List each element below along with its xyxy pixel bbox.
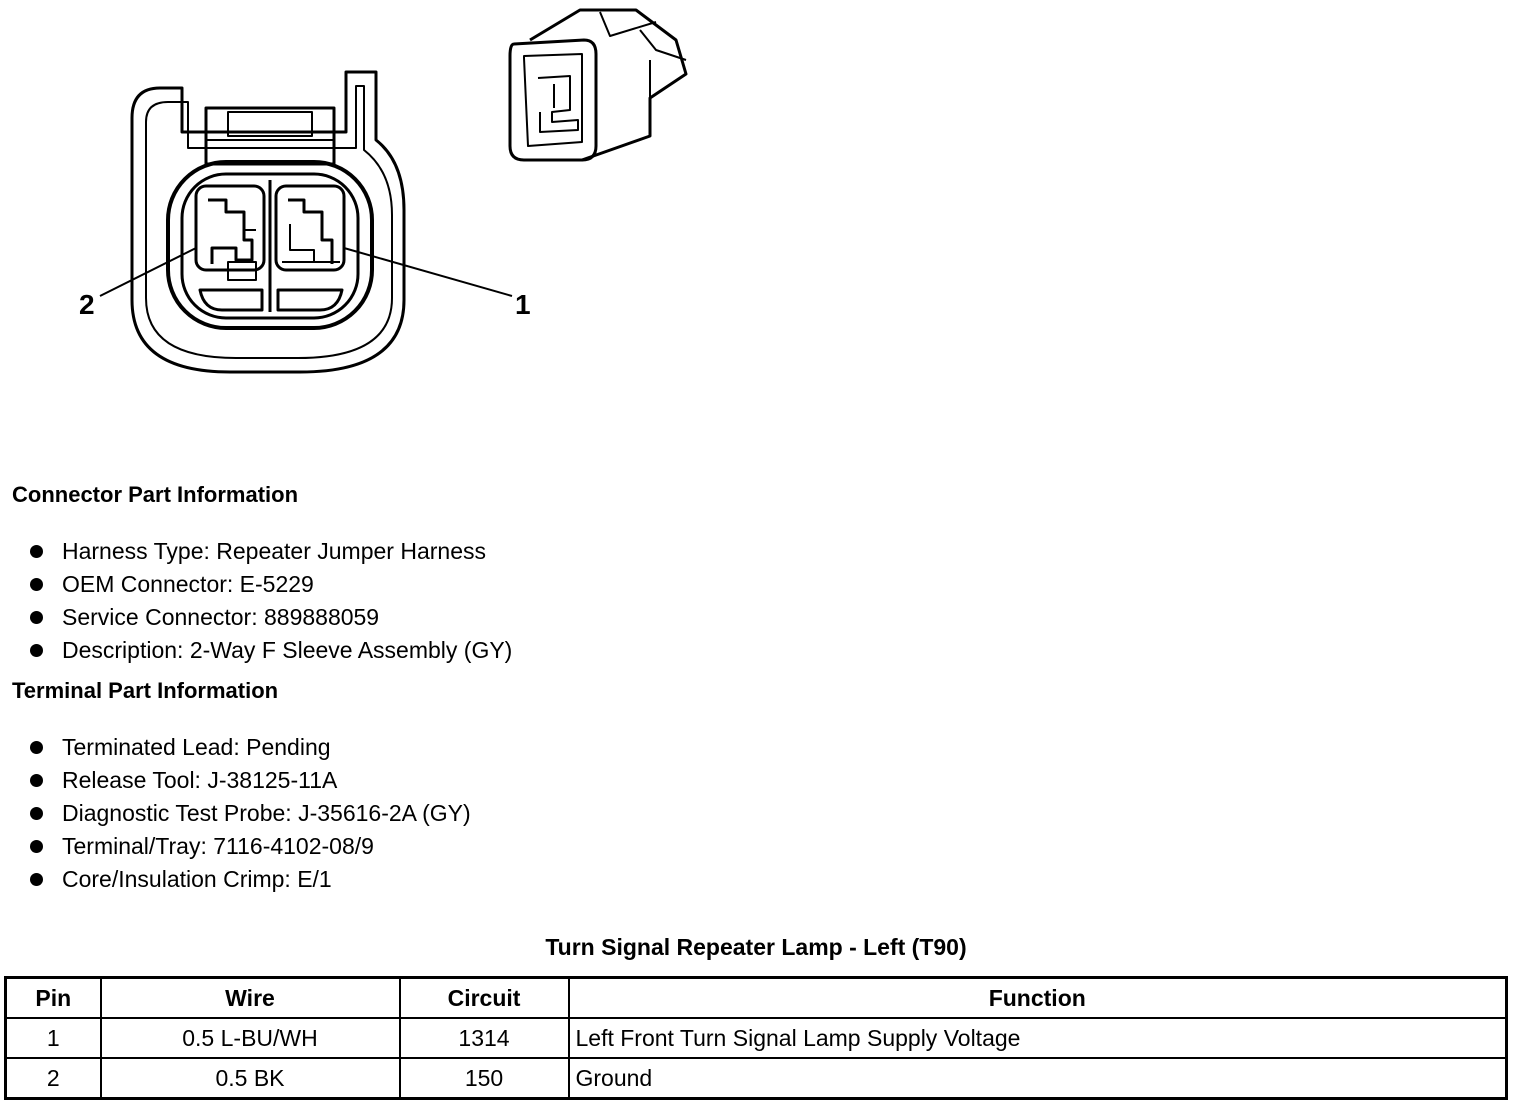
list-item: Terminated Lead: Pending	[28, 733, 471, 766]
cell-wire: 0.5 BK	[101, 1058, 400, 1099]
bullet-icon	[30, 578, 43, 591]
connector-info-heading: Connector Part Information	[12, 482, 299, 507]
list-item: Harness Type: Repeater Jumper Harness	[28, 537, 512, 570]
connector-face-view-icon	[100, 72, 512, 372]
bullet-icon	[30, 840, 43, 853]
cell-circuit: 150	[400, 1058, 569, 1099]
bullet-icon	[30, 807, 43, 820]
bullet-icon	[30, 611, 43, 624]
bullet-icon	[30, 741, 43, 754]
column-header-circuit: Circuit	[400, 978, 569, 1019]
connector-diagram	[0, 0, 720, 400]
connector-isometric-icon	[510, 10, 686, 160]
column-header-function: Function	[569, 978, 1507, 1019]
list-item: Service Connector: 889888059	[28, 603, 512, 636]
cell-wire: 0.5 L-BU/WH	[101, 1018, 400, 1058]
table-row	[6, 1058, 1507, 1099]
pin-label-2: 2	[79, 289, 95, 320]
cell-pin: 2	[6, 1058, 101, 1099]
column-header-wire: Wire	[101, 978, 400, 1019]
terminal-info-heading: Terminal Part Information	[12, 678, 279, 703]
cell-function: Ground	[569, 1058, 1507, 1099]
pin-table-title: Turn Signal Repeater Lamp - Left (T90)	[545, 934, 967, 960]
cell-pin: 1	[6, 1018, 101, 1058]
list-item: Terminal/Tray: 7116-4102-08/9	[28, 832, 471, 865]
table-row	[6, 1018, 1507, 1058]
terminal-info-list	[28, 733, 471, 898]
pin-table	[4, 976, 1508, 1100]
bullet-icon	[30, 545, 43, 558]
cell-circuit: 1314	[400, 1018, 569, 1058]
cell-function: Left Front Turn Signal Lamp Supply Voltage	[569, 1018, 1507, 1058]
list-item: OEM Connector: E-5229	[28, 570, 512, 603]
list-item: Core/Insulation Crimp: E/1	[28, 865, 471, 898]
connector-info-list	[28, 537, 512, 669]
list-item: Diagnostic Test Probe: J-35616-2A (GY)	[28, 799, 471, 832]
bullet-icon	[30, 774, 43, 787]
bullet-icon	[30, 644, 43, 657]
pin-label-1: 1	[515, 289, 531, 320]
bullet-icon	[30, 873, 43, 886]
column-header-pin: Pin	[6, 978, 101, 1019]
list-item: Description: 2-Way F Sleeve Assembly (GY)	[28, 636, 512, 669]
list-item: Release Tool: J-38125-11A	[28, 766, 471, 799]
table-header-row	[6, 978, 1507, 1019]
